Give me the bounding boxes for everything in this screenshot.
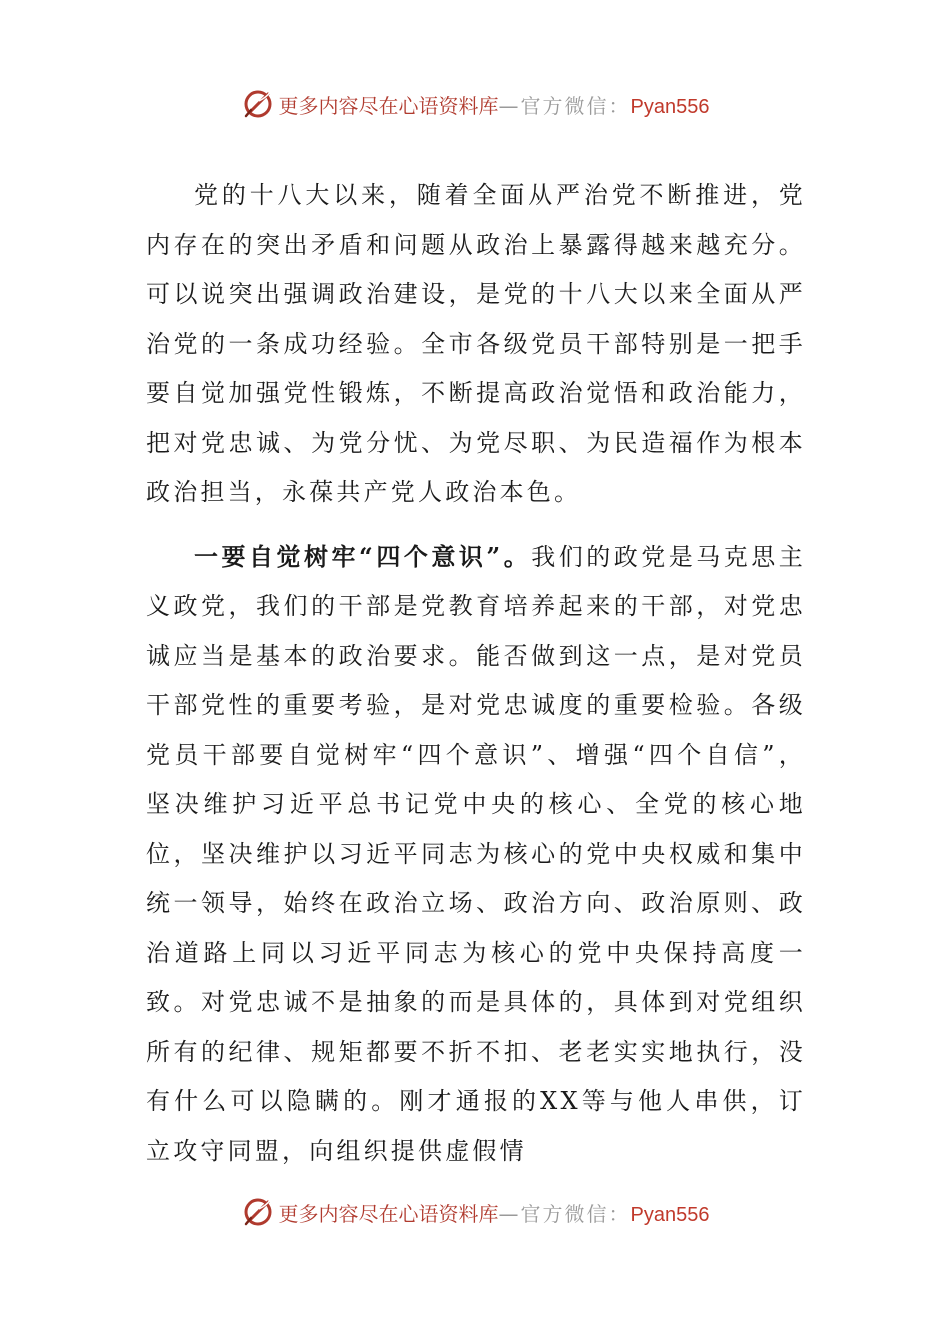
banner-wechat-id: Pyan556 <box>630 95 710 118</box>
footer-banner <box>0 1190 950 1234</box>
header-banner <box>0 82 950 126</box>
paragraph-2-text: 我们的政党是马克思主义政党，我们的干部是党教育培养起来的干部，对党忠诚应当是基本的政治要求。能否做到这一点，是对党员干部党性的重要考验，是对党忠诚度的重要检验。各级党员干部要自觉树牢“四个意识”、增强“四个自信”，坚决维护习近平总书记党中央的核心、全党的核心地位，坚决维护以习近平同志为核心的党中央权威和集中统一领导，始终在政治立场、政治方向、政治原则、政治道路上同以习近平同志为核心的党中央保持高度一致。对党忠诚不是抽象的而是具体的，具体到对党组织所有的纪律、规矩都要不折不扣、老老实实地执行，没有什么可以隐瞒的。刚才通报的XX等与他人串供，订立攻守同盟，向组织提供虚假情 <box>146 542 806 1165</box>
paragraph-1-text: 党的十八大以来，随着全面从严治党不断推进，党内存在的突出矛盾和问题从政治上暴露得越来越充分。可以说突出强调政治建设，是党的十八大以来全面从严治党的一条成功经验。全市各级党员干部特别是一把手要自觉加强党性锻炼，不断提高政治觉悟和政治能力，把对党忠诚、为党分忧、为党尽职、为民造福作为根本政治担当，永葆共产党人政治本色。 <box>146 181 806 506</box>
banner-site-name: 更多内容尽在心语资料库 <box>278 93 499 118</box>
banner-dash: — <box>498 1201 521 1226</box>
paragraph-1 <box>146 170 806 518</box>
banner-text <box>279 90 710 119</box>
banner-wechat-label: 官方微信： <box>520 1201 631 1226</box>
banner-wechat-label: 官方微信： <box>520 93 631 118</box>
banner-dash: — <box>498 93 521 118</box>
banner-site-name: 更多内容尽在心语资料库 <box>278 1201 499 1226</box>
paragraph-2-lead: 一要自觉树牢“四个意识”。 <box>194 541 532 571</box>
banner-wechat-id: Pyan556 <box>630 1203 710 1226</box>
quill-logo-icon <box>241 1195 275 1229</box>
document-body <box>146 170 806 1176</box>
paragraph-2 <box>146 532 806 1177</box>
quill-logo-icon <box>241 87 275 121</box>
banner-text <box>279 1198 710 1227</box>
